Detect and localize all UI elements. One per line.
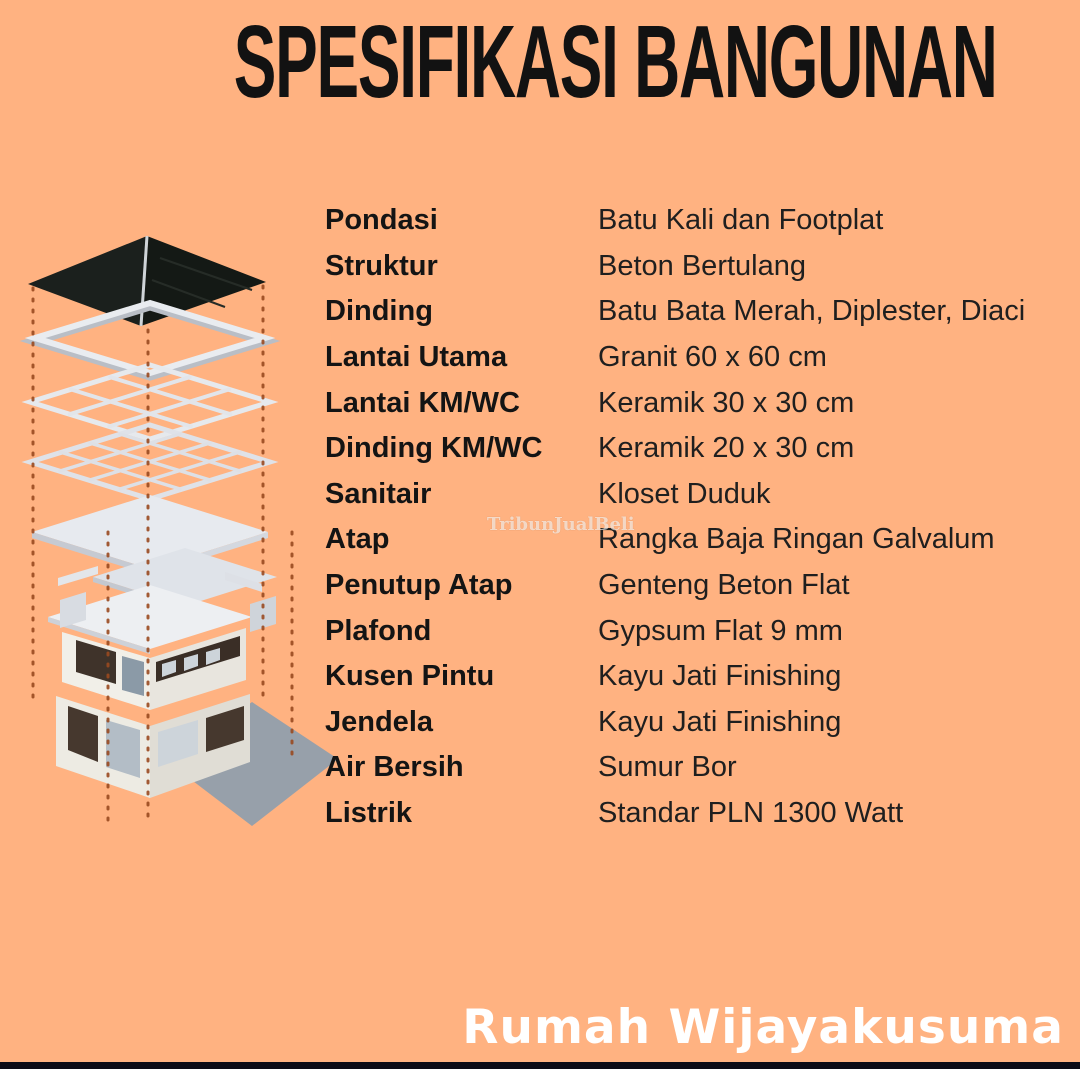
spec-value: Keramik 20 x 30 cm: [598, 432, 855, 465]
spec-row: [325, 380, 1065, 426]
spec-value: Kloset Duduk: [598, 477, 771, 510]
spec-value: Sumur Bor: [598, 751, 737, 784]
spec-row: [325, 517, 1065, 563]
watermark: [487, 514, 635, 535]
spec-value: Gypsum Flat 9 mm: [598, 614, 843, 647]
spec-value: Granit 60 x 60 cm: [598, 341, 827, 374]
roof-pyramid: [28, 236, 266, 326]
spec-label: Air Bersih: [325, 751, 464, 784]
spec-value: Beton Bertulang: [598, 249, 806, 282]
spec-value: Keramik 30 x 30 cm: [598, 386, 855, 419]
spec-row: [325, 426, 1065, 472]
spec-row: [325, 608, 1065, 654]
spec-row: [325, 244, 1065, 290]
spec-label: Plafond: [325, 614, 432, 647]
spec-row: [325, 335, 1065, 381]
spec-label: Penutup Atap: [325, 569, 513, 602]
spec-row: [325, 700, 1065, 746]
spec-row: [325, 745, 1065, 791]
spec-row: [325, 198, 1065, 244]
spec-value: Batu Bata Merah, Diplester, Diaci: [598, 295, 1026, 328]
spec-label: Struktur: [325, 249, 438, 282]
spec-row: [325, 289, 1065, 335]
house-exploded-illustration: [0, 232, 340, 832]
page-title: [0, 4, 1080, 119]
spec-row: [325, 472, 1065, 518]
spec-label: Lantai Utama: [325, 341, 508, 374]
bottom-edge-bar: [0, 1062, 1080, 1069]
spec-label: Lantai KM/WC: [325, 386, 520, 419]
spec-value: Genteng Beton Flat: [598, 569, 850, 602]
spec-value: Kayu Jati Finishing: [598, 705, 842, 738]
spec-row: [325, 563, 1065, 609]
spec-row: [325, 654, 1065, 700]
spec-label: Atap: [325, 523, 390, 556]
spec-label: Jendela: [325, 705, 433, 738]
spec-label: Dinding: [325, 295, 433, 328]
spec-label: Kusen Pintu: [325, 660, 495, 693]
page-title-text: SPESIFIKASI BANGUNAN: [233, 4, 997, 119]
spec-value: Standar PLN 1300 Watt: [598, 797, 904, 830]
watermark-label: TribunJualBeli: [487, 514, 635, 535]
spec-label: Listrik: [325, 797, 413, 830]
truss-frame-lower: [30, 425, 270, 499]
spec-value: Rangka Baja Ringan Galvalum: [598, 523, 995, 556]
spec-label: Pondasi: [325, 204, 438, 237]
spec-row: [325, 791, 1065, 837]
spec-value: Kayu Jati Finishing: [598, 660, 842, 693]
spec-label: Sanitair: [325, 477, 432, 510]
spec-table: [325, 198, 1065, 836]
spec-label: Dinding KM/WC: [325, 432, 543, 465]
spec-value: Batu Kali dan Footplat: [598, 204, 884, 237]
house-exploded-svg: [0, 232, 340, 832]
brand-signature: Rumah Wijayakusuma: [462, 999, 1064, 1055]
